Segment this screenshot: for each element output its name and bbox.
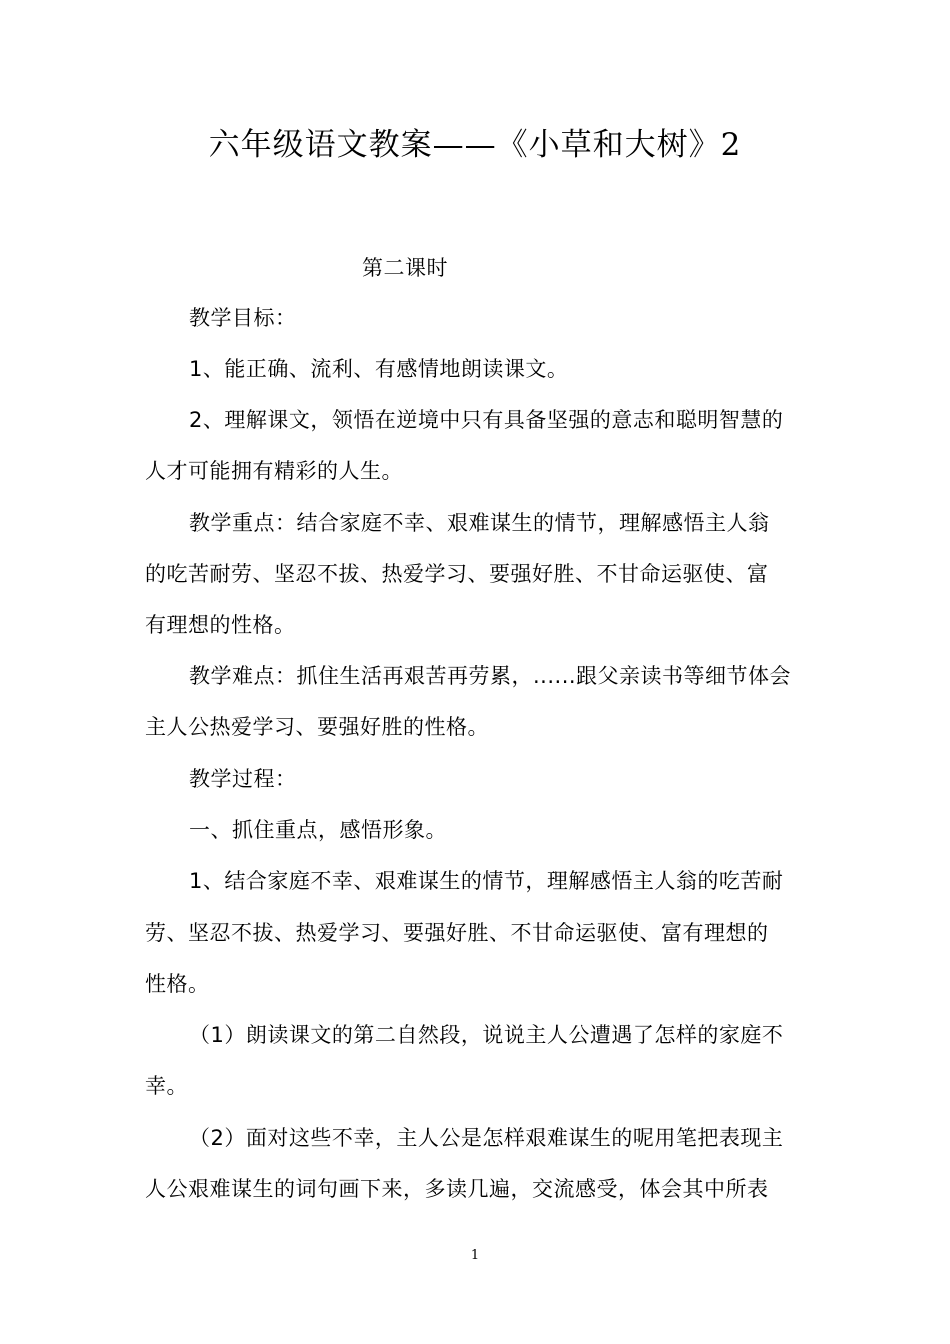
- text-line: （2）面对这些不幸，主人公是怎样艰难谋生的呢用笔把表现主: [189, 1126, 784, 1150]
- text-line: 有理想的性格。: [145, 613, 296, 637]
- text-line: 1、结合家庭不幸、艰难谋生的情节，理解感悟主人翁的吃苦耐: [189, 869, 784, 893]
- text-line: 2、理解课文，领悟在逆境中只有具备坚强的意志和聪明智慧的: [189, 408, 784, 432]
- text-line: 教学难点：抓住生活再艰苦再劳累，......跟父亲读书等细节体会: [189, 664, 792, 688]
- text-line: 的吃苦耐劳、坚忍不拔、热爱学习、要强好胜、不甘命运驱使、富: [145, 562, 769, 586]
- text-line: 人公艰难谋生的词句画下来，多读几遍，交流感受，体会其中所表: [145, 1177, 769, 1201]
- text-line: 幸。: [145, 1074, 188, 1098]
- text-line: （1）朗读课文的第二自然段，说说主人公遭遇了怎样的家庭不: [189, 1023, 784, 1047]
- document-title: 六年级语文教案——《小草和大树》2: [208, 127, 742, 163]
- text-line: 劳、坚忍不拔、热爱学习、要强好胜、不甘命运驱使、富有理想的: [145, 921, 769, 945]
- text-line: 一、抓住重点，感悟形象。: [189, 818, 447, 842]
- text-line: 人才可能拥有精彩的人生。: [145, 459, 403, 483]
- text-line: 教学目标：: [189, 306, 297, 330]
- text-line: 性格。: [145, 972, 210, 996]
- text-line: 教学重点：结合家庭不幸、艰难谋生的情节，理解感悟主人翁: [189, 511, 770, 535]
- page-number: 1: [470, 1248, 480, 1263]
- text-line: 主人公热爱学习、要强好胜的性格。: [145, 715, 489, 739]
- lesson-subtitle: 第二课时: [362, 256, 448, 280]
- text-line: 教学过程：: [189, 767, 297, 791]
- text-line: 1、能正确、流利、有感情地朗读课文。: [189, 357, 569, 381]
